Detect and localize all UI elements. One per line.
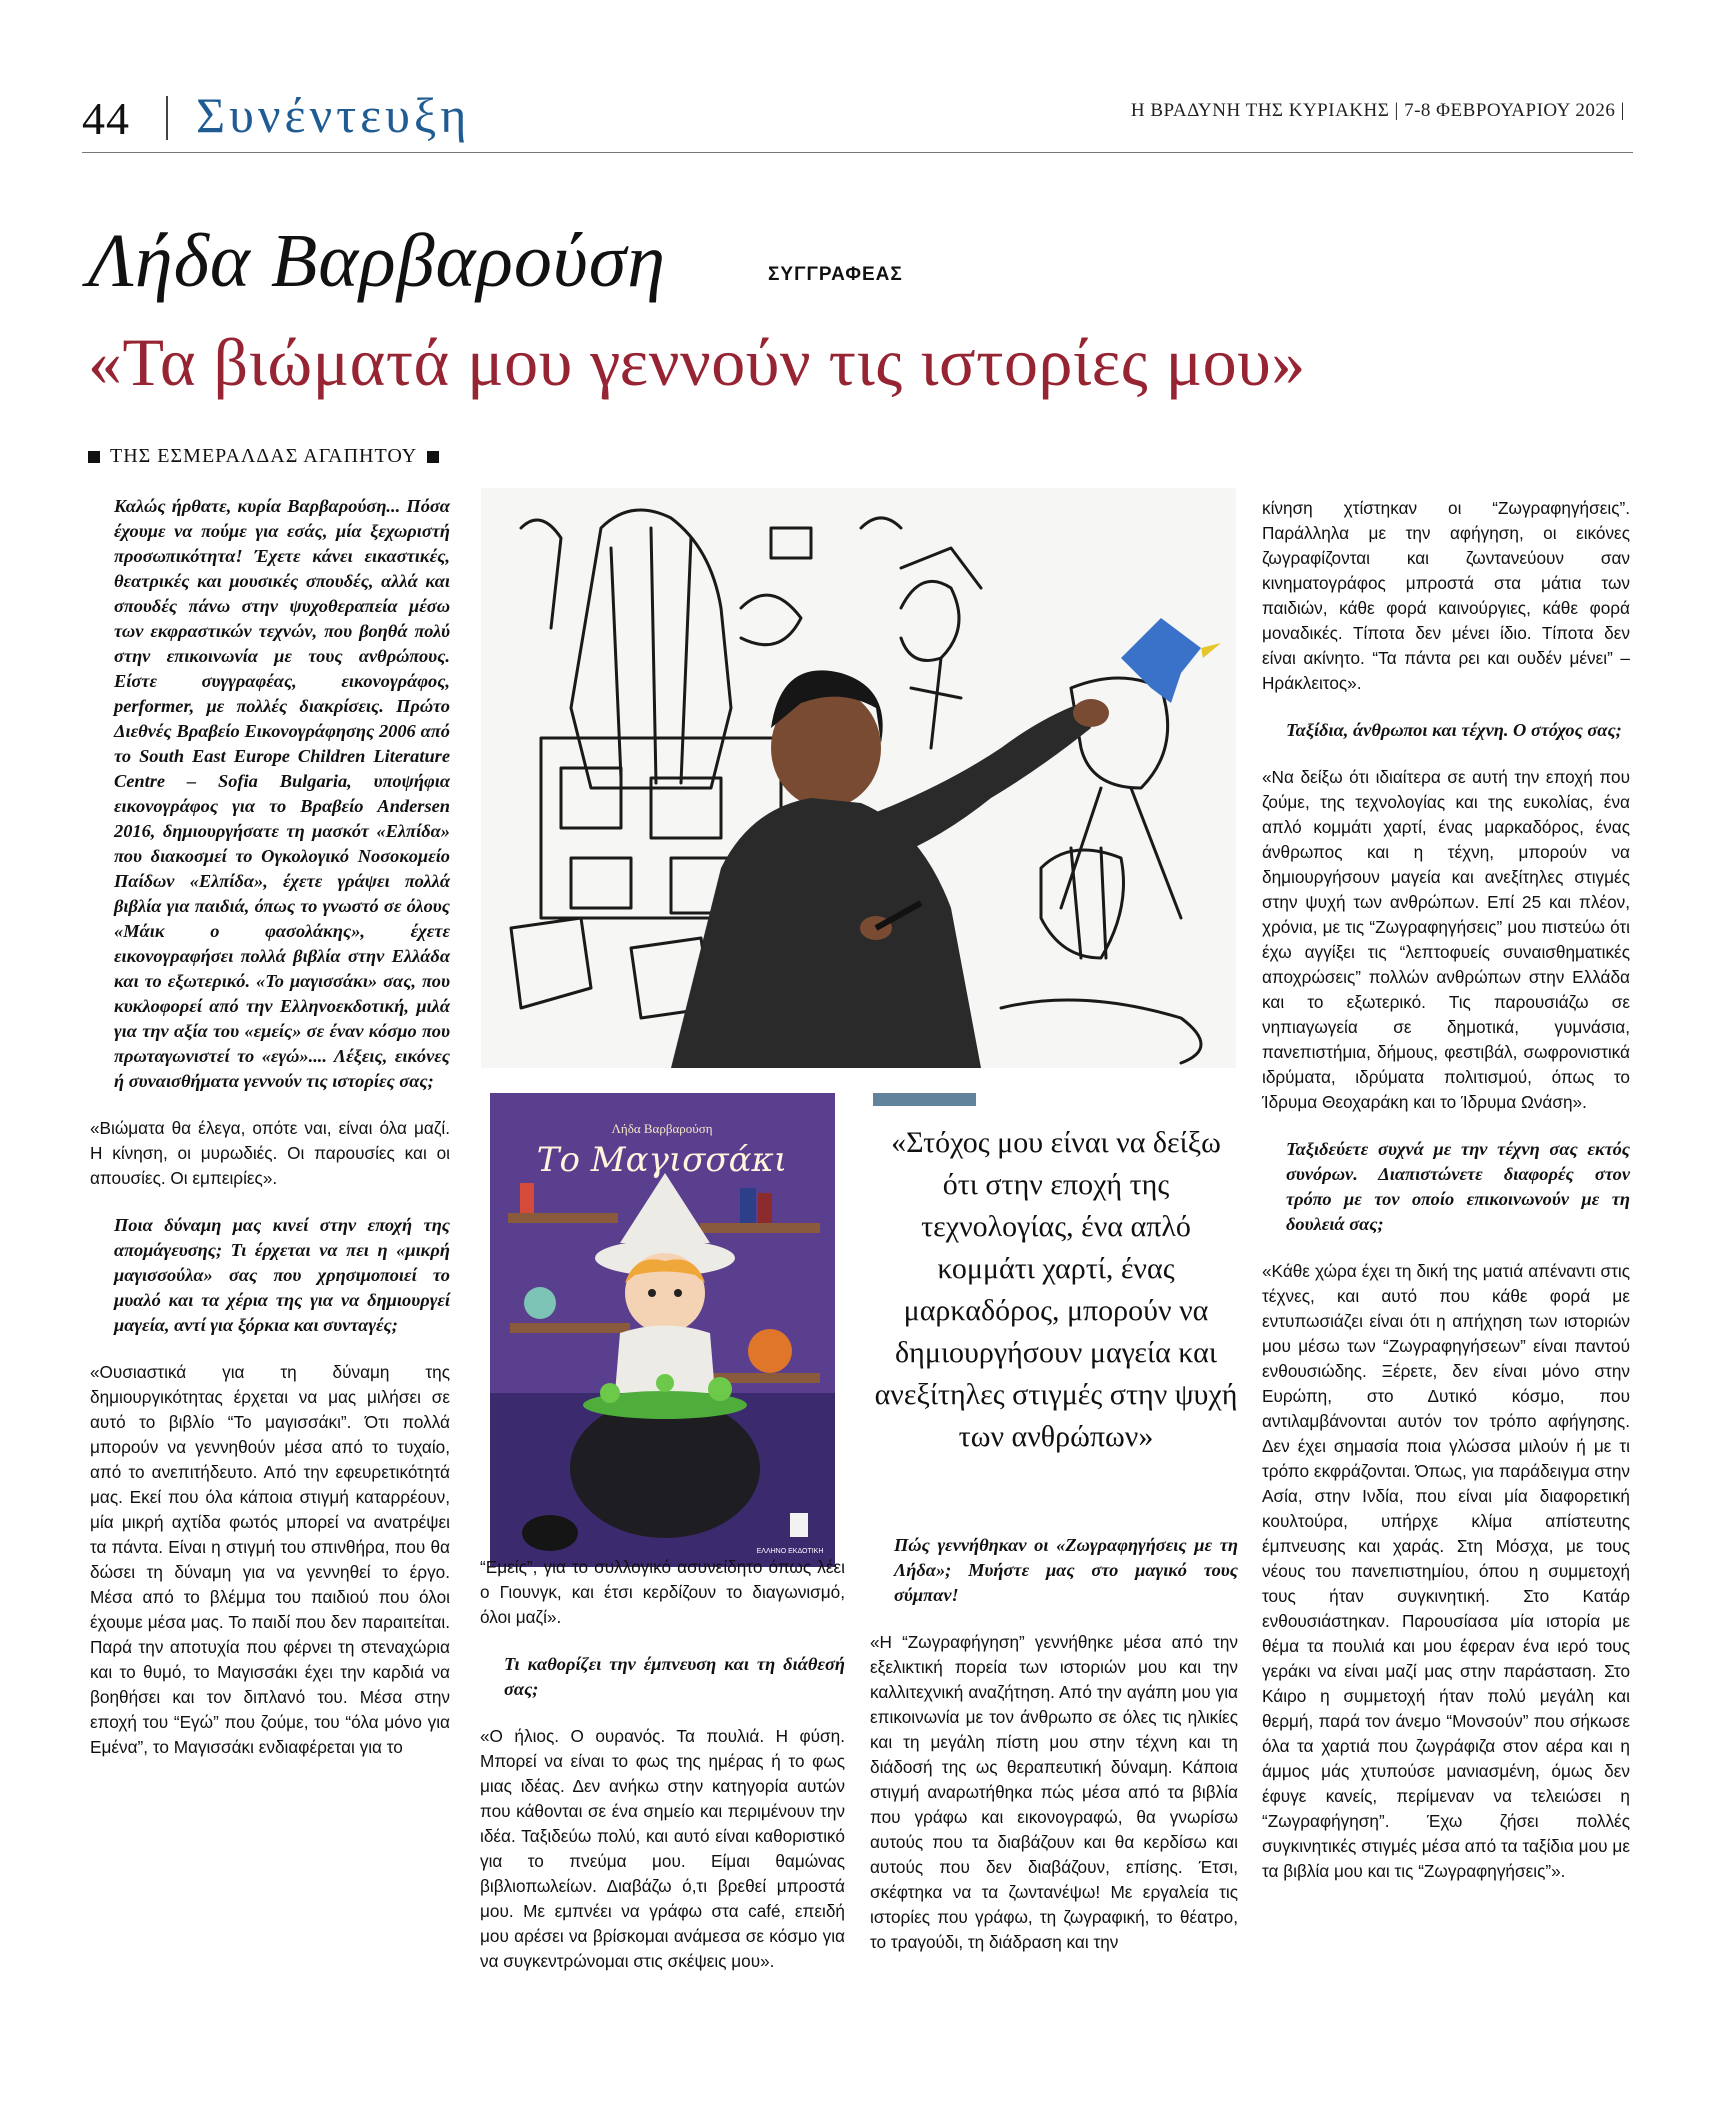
intro-question: Καλώς ήρθατε, κυρία Βαρβαρούση... Πόσα έχουμε να πούμε για εσάς, μία ξεχωριστή προσωπικότητα! Έχετε κάνει εικαστικές, θεατρικές και μουσικές σπουδές, αλλά και σπουδές πάνω στην ψυχοθεραπεία μέσω των εκφραστικών τεχνών, που βοηθά πολύ στην επικοινωνία με τους ανθρώπους. Είστε συγγραφέας, εικονογράφος, performer, με πολλές διακρίσεις. Πρώτο Διεθνές Βραβείο Εικονογράφησης 2006 από το South East Europe Children Literature Centre – Sofia Bulgaria, υποψήφια εικονογράφος για το Βραβείο Andersen 2016, δημιουργήσατε τη μασκότ «Ελπίδα» που διακοσμεί το Ογκολογικό Νοσοκομείο Παίδων «Ελπίδα», έχετε γράψει πολλά βιβλία για παιδιά, όπως το γνωστό σε όλους «Μάικ ο φασολάκης», έχετε εικονογραφήσει πολλά βιβλία στην Ελλάδα και το εξωτερικό. «Το μαγισσάκι» σας, που κυκλοφορεί από την Ελληνοεκδοτική, μιλά για την αξία του «εμείς» σε έναν κόσμο που πρωταγωνιστεί το «εγώ».... Λέξεις, εικόνες ή συναισθήματα γεννούν τις ιστορίες σας; <box>114 496 450 1091</box>
section-title: Συνέντευξη <box>196 87 471 143</box>
author-drawing-photo <box>481 488 1236 1068</box>
publication-masthead: Η ΒΡΑΔΥΝΗ ΤΗΣ ΚΥΡΙΑΚΗΣ | 7-8 ΦΕΒΡΟΥΑΡΙΟΥ 2026 | <box>1130 100 1625 121</box>
question: Ποια δύναμη μας κινεί στην εποχή της απομάγευσης; Τι έρχεται να πει η «μικρή μαγισσούλα» σας που χρησιμοποιεί το μυαλό και τα χέρια της για να δημιουργεί μαγεία, αντί για ξόρκια και συνταγές; <box>114 1215 450 1335</box>
header-divider <box>166 96 168 140</box>
interviewee-role: ΣΥΓΓΡΑΦΕΑΣ <box>768 264 903 285</box>
headline: «Τα βιώματά μου γεννούν τις ιστορίες μου» <box>88 324 1306 400</box>
answer: «Ουσιαστικά για τη δύναμη της δημιουργικότητας έρχεται να μας μιλήσει σε αυτό το βιβλίο “Το μαγισσάκι”. Ότι πολλά μπορούν να γεννηθούν μέσα από το τυχαίο, από το ανεπιτήδευτο. Από την εφευρετικότητά μας. Εκεί που όλα κάποια στιγμή καταρρέουν, μία μικρή αχτίδα φωτός μπορεί να ανατρέψει τα πάντα. Είναι η στιγμή του σπινθήρα, που θα δώσει τη δύναμη για να γεννηθεί το έργο. Μέσα από το βλέμμα του παιδιού που όλοι έχουμε μέσα μας. Το παιδί που δεν παραιτείται. Παρά την αποτυχία που φέρνει τη στεναχώρια και το θυμό, το Μαγισσάκι έχει την καρδιά να βοηθήσει και τον διπλανό του. Μέσα στην εποχή του “Εγώ” που ζούμε, του “όλα μόνο για Εμένα”, το Μαγισσάκι ενδιαφέρεται για το <box>90 1362 450 1757</box>
interviewee-name: Λήδα Βαρβαρούση <box>88 219 666 303</box>
text-column-3 <box>870 1533 1238 1977</box>
question: Ταξιδεύετε συχνά με την τέχνη σας εκτός συνόρων. Διαπιστώνετε διαφορές στον τρόπο με τον οποίο επικοινωνούν με τη δουλειά σας; <box>1286 1139 1630 1234</box>
cover-title: Το Μαγισσάκι <box>536 1140 788 1180</box>
answer: «Η “Ζωγραφήγηση” γεννήθηκε μέσα από την εξελικτική πορεία των ιστοριών μου και την καλλιτεχνική αναζήτηση. Από την αγάπη μου για επικοινωνία με τον άνθρωπο σε όλες τις ηλικίες και τη μεγάλη πίστη μου στην τέχνη και τη διάδοσή της ως θεραπευτική δύναμη. Κάποια στιγμή αναρωτήθηκα πώς μέσα από τα βιβλία που γράφω και εικονογραφώ, θα γνωρίσω αυτούς που τα διαβάζουν και θα κερδίσω και αυτούς που δεν διαβάζουν, επίσης. Έτσι, σκέφτηκα να τα ζωντανέψω! Με εργαλεία τις ιστορίες που γράφω, τη ζωγραφική, το θέατρο, το τραγούδι, τη διάδραση και την <box>870 1632 1238 1952</box>
page-number: 44 <box>82 93 130 144</box>
header-rule <box>82 152 1633 153</box>
answer-continuation: κίνηση χτίστηκαν οι “Ζωγραφηγήσεις”. Παράλληλα με την αφήγηση, οι εικόνες ζωγραφίζονται και ζωντανεύουν σαν κινηματογράφος μπροστά στα μάτια των παιδιών, κάθε φορά καινούργιες, κάθε φορά μοναδικές. Τίποτα δεν μένει ίδιο. Τίποτα δεν είναι ακίνητο. “Τα πάντα ρει και ουδέν μένει” – Ηράκλειτος». <box>1262 498 1630 693</box>
question: Τι καθορίζει την έμπνευση και τη διάθεσή σας; <box>504 1654 845 1699</box>
pull-quote-accent-bar <box>873 1093 976 1106</box>
book-cover-image <box>490 1093 835 1567</box>
square-bullet-icon <box>88 451 100 463</box>
text-column-4 <box>1262 496 1630 1906</box>
byline-text: ΤΗΣ ΕΣΜΕΡΑΛΔΑΣ ΑΓΑΠΗΤΟΥ <box>110 445 418 467</box>
answer-continuation: “Εμείς”, για το συλλογικό ασυνείδητο όπως λέει ο Γιουνγκ, και έτσι κερδίζουν το διαγωνισμό, όλοι μαζί». <box>480 1557 845 1627</box>
answer: «Να δείξω ότι ιδιαίτερα σε αυτή την εποχή που ζούμε, της τεχνολογίας και της ευκολίας, ένα απλό κομμάτι χαρτί, ένας μαρκαδόρος, ένας άνθρωπος και η τέχνη, μπορούν να δημιουργήσουν μαγεία και ανεξίτηλες στιγμές στην ψυχή των ανθρώπων. Επί 25 και πλέον, χρόνια, με τις “Ζωγραφηγήσεις” μου πιστεύω ότι έχω αγγίξει τις “λεπτοφυείς συναισθηματικές αποχρώσεις” πολλών ανθρώπων στην Ελλάδα και το εξωτερικό. Τις παρουσιάζω σε νηπιαγωγεία σε δημοτικά, γυμνάσια, πανεπιστήμια, δήμους, φεστιβάλ, σωφρονιστικά ιδρύματα, ιδρύματα πολιτισμού, όπως το Ίδρυμα Θεοχαράκη και το Ίδρυμα Ωνάση». <box>1262 767 1630 1112</box>
byline <box>88 445 439 468</box>
answer: «Βιώματα θα έλεγα, οπότε ναι, είναι όλα μαζί. Η κίνηση, οι μυρωδιές. Οι παρουσίες και οι απουσίες. Οι εμπειρίες». <box>90 1118 450 1188</box>
text-column-2 <box>480 1555 845 1996</box>
text-column-1 <box>90 494 450 1782</box>
question: Πώς γεννήθηκαν οι «Ζωγραφηγήσεις με τη Λήδα»; Μυήστε μας στο μαγικό τους σύμπαν! <box>894 1535 1238 1605</box>
answer: «Κάθε χώρα έχει τη δική της ματιά απέναντι στις τέχνες, και αυτό που κάθε φορά με εντυπωσιάζει είναι ότι η απήχηση των ιστοριών μου μέσω των “Ζωγραφηγήσεων” είναι παντού ενθουσιώδης. Ξέρετε, δεν είναι μόνο στην Ευρώπη, στο Δυτικό κόσμο, που αντιλαμβάνονται αυτόν τον τρόπο αφήγησης. Δεν έχει σημασία ποια γλώσσα μιλούν ή με τι τρόπο εκφράζονται. Όπως, για παράδειγμα στην Ασία, στην Ινδία, που είναι μία διαφορετική κουλτούρα, υπήρχε κλίμα απίστευτης έμπνευσης και χαράς. Στη Μόσχα, με τους νέους του πανεπιστημίου, όπου η συμμετοχή τους ήταν συγκινητική. Στο Κατάρ ενθουσιάστηκαν. Παρουσίασα μία ιστορία με θέμα τα πουλιά και μου έφεραν ένα ιερό τους γεράκι να είναι μαζί μας στην παράσταση. Στο Κάιρο η συμμετοχή ήταν πολύ μεγάλη και θερμή, παρά τον άνεμο “Μονσούν” που σήκωσε όλα τα χαρτιά που ζωγράφιζα στον αέρα και η άμμος μάς χτυπούσε μανιασμένη, όμως δεν έφυγε κανείς, περίμεναν να τελειώσει η “Ζωγραφήγηση”. Έχω ζήσει πολλές συγκινητικές στιγμές μέσα από τα ταξίδια μου με τα βιβλία μου και τις “Ζωγραφηγήσεις”». <box>1262 1261 1630 1881</box>
question: Ταξίδια, άνθρωποι και τέχνη. Ο στόχος σας; <box>1286 720 1622 740</box>
cover-publisher: ΕΛΛΗΝΟ ΕΚΔΟΤΙΚΗ <box>756 1548 824 1555</box>
pull-quote: «Στόχος μου είναι να δείξω ότι στην εποχή της τεχνολογίας, ένα απλό κομμάτι χαρτί, ένας μαρκαδόρος, μπορούν να δημιουργήσουν μαγεία και ανεξίτηλες στιγμές στην ψυχή των ανθρώπων» <box>874 1126 1238 1453</box>
cover-author: Λήδα Βαρβαρούση <box>611 1121 713 1136</box>
answer: «Ο ήλιος. Ο ουρανός. Τα πουλιά. Η φύση. Μπορεί να είναι το φως της ημέρας ή το φως μιας ιδέας. Δεν ανήκω στην κατηγορία αυτών που κάθονται σε ένα σημείο και περιμένουν την ιδέα. Ταξιδεύω πολύ, και αυτό είναι καθοριστικό για το πνεύμα μου. Είμαι θαμώνας βιβλιοπωλείων. Διαβάζω ό,τι βρεθεί μπροστά μου. Με εμπνέει να γράφω στα café, επειδή μου αρέσει να βρίσκομαι ανάμεσα σε κόσμο για να συγκεντρώνομαι στις σκέψεις μου». <box>480 1726 845 1971</box>
square-bullet-icon <box>427 451 439 463</box>
